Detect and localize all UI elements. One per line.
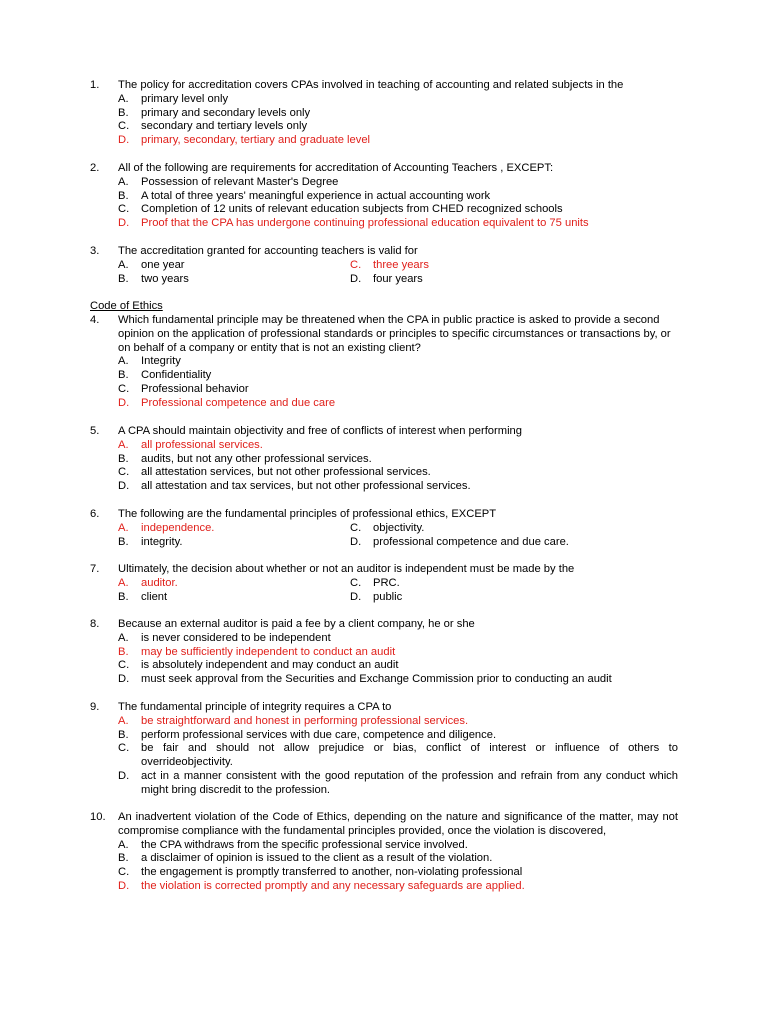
option-text: secondary and tertiary levels only [141, 120, 308, 133]
option-text: Professional competence and due care [141, 396, 336, 409]
option-text: Completion of 12 units of relevant education subjects from CHED recognized schools [141, 203, 563, 216]
question-number: 1. [90, 79, 100, 91]
option-d-answer [90, 397, 678, 411]
option-text: professional competence and due care. [373, 535, 569, 548]
option-letter: B. [118, 728, 129, 741]
option-c [90, 203, 678, 217]
option-row [90, 591, 678, 605]
option-letter: D. [350, 535, 362, 548]
option-letter: C. [350, 576, 362, 589]
option-letter: C. [118, 742, 130, 755]
option-letter: A. [118, 631, 129, 644]
option-text: Possession of relevant Master's Degree [141, 175, 339, 188]
option-letter: C. [118, 659, 130, 672]
option-letter: C. [118, 866, 130, 879]
option-d [90, 480, 678, 494]
option-letter: B. [118, 645, 129, 658]
question-number: 4. [90, 314, 100, 326]
option-c [90, 866, 678, 880]
option-text: two years [141, 272, 189, 285]
option-row [90, 273, 678, 287]
option-text-continued: overrideobjectivity. [141, 756, 233, 769]
option-text: public [373, 590, 403, 603]
question-1 [90, 79, 678, 148]
option-letter: A. [118, 175, 129, 188]
option-a [90, 839, 678, 853]
option-a [90, 355, 678, 369]
option-letter: C. [118, 382, 130, 395]
option-text: integrity. [141, 535, 183, 548]
question-number: 5. [90, 425, 100, 437]
option-letter: B. [118, 590, 129, 603]
option-text: the engagement is promptly transferred to another, non-violating professional [141, 866, 523, 879]
section-heading: Code of Ethics [90, 300, 163, 312]
option-text: all attestation services, but not other professional services. [141, 466, 431, 479]
option-d [90, 673, 678, 687]
option-text: primary and secondary levels only [141, 106, 311, 119]
question-5 [90, 425, 678, 494]
question-stem: An inadvertent violation of the Code of Ethics, depending on the nature and significance of the matter, may not [118, 811, 678, 823]
option-letter: B. [118, 189, 129, 202]
option-text: act in a manner consistent with the good reputation of the profession and refrain from any conduct which [141, 769, 678, 782]
option-letter: C. [118, 120, 130, 133]
option-c [90, 383, 678, 397]
option-b [90, 190, 678, 204]
option-letter: C. [118, 203, 130, 216]
question-6 [90, 508, 678, 549]
option-letter: A. [118, 355, 129, 368]
question-number: 3. [90, 245, 100, 257]
option-b [90, 453, 678, 467]
option-letter: A. [118, 714, 129, 727]
option-letter: D. [118, 673, 130, 686]
option-a [90, 176, 678, 190]
question-number: 8. [90, 618, 100, 630]
option-letter: B. [118, 852, 129, 865]
option-a-answer [90, 715, 678, 729]
question-number: 2. [90, 162, 100, 174]
option-c [90, 659, 678, 673]
option-row [90, 536, 678, 550]
option-letter: D. [350, 590, 362, 603]
option-letter: B. [118, 272, 129, 285]
option-text: Integrity [141, 355, 181, 368]
option-text: be fair and should not allow prejudice or bias, conflict of interest or influence of others to [141, 742, 678, 755]
option-c [90, 742, 678, 770]
option-letter: B. [118, 452, 129, 465]
option-letter: A. [118, 92, 129, 105]
option-letter: D. [118, 769, 130, 782]
option-text: all attestation and tax services, but not other professional services. [141, 480, 471, 493]
option-b [90, 852, 678, 866]
question-stem: Which fundamental principle may be threatened when the CPA in public practice is asked to provide a second opinion on the application of professional standards or principles to specific circumstances or transactions by, or on behalf of a company or entity that is not an existing client? [118, 314, 671, 354]
option-b [90, 729, 678, 743]
option-letter-answer: C. [350, 258, 362, 271]
option-text: A total of three years' meaningful experience in actual accounting work [141, 189, 491, 202]
option-text: is never considered to be independent [141, 631, 331, 644]
option-row [90, 259, 678, 273]
option-text: primary level only [141, 92, 229, 105]
option-letter: A. [118, 438, 129, 451]
option-text: Confidentiality [141, 369, 212, 382]
option-letter: D. [350, 272, 362, 285]
question-4 [90, 314, 678, 411]
question-3 [90, 245, 678, 286]
option-text: Professional behavior [141, 382, 249, 395]
option-text: primary, secondary, tertiary and graduate level [141, 134, 371, 147]
option-letter-answer: A. [118, 576, 129, 589]
option-text: the CPA withdraws from the specific professional service involved. [141, 838, 468, 851]
option-letter: D. [118, 217, 130, 230]
option-letter: A. [118, 258, 129, 271]
option-d-answer [90, 134, 678, 148]
option-b [90, 369, 678, 383]
option-text: a disclaimer of opinion is issued to the client as a result of the violation. [141, 852, 493, 865]
question-2 [90, 162, 678, 231]
option-text: be straightforward and honest in performing professional services. [141, 714, 469, 727]
question-stem: The fundamental principle of integrity requires a CPA to [118, 701, 392, 713]
option-text-answer: three years [373, 258, 429, 271]
option-text: audits, but not any other professional services. [141, 452, 372, 465]
option-text: four years [373, 272, 423, 285]
question-stem: All of the following are requirements for accreditation of Accounting Teachers , EXCEPT: [118, 162, 554, 174]
option-text: is absolutely independent and may conduct an audit [141, 659, 399, 672]
option-b-answer [90, 646, 678, 660]
question-stem: A CPA should maintain objectivity and free of conflicts of interest when performing [118, 425, 522, 437]
option-letter: C. [118, 466, 130, 479]
question-number: 6. [90, 508, 100, 520]
option-text: Proof that the CPA has undergone continuing professional education equivalent to 75 units [141, 217, 589, 230]
option-letter: B. [118, 106, 129, 119]
option-letter: B. [118, 369, 129, 382]
question-number: 7. [90, 563, 100, 575]
question-stem: The policy for accreditation covers CPAs involved in teaching of accounting and related subjects in the [118, 79, 624, 91]
option-text-continued: might bring discredit to the profession. [141, 783, 331, 796]
option-text: may be sufficiently independent to conduct an audit [141, 645, 396, 658]
option-row [90, 577, 678, 591]
option-a [90, 93, 678, 107]
option-letter-answer: A. [118, 521, 129, 534]
option-text: PRC. [373, 576, 400, 589]
option-row [90, 522, 678, 536]
question-8 [90, 618, 678, 687]
option-d-answer [90, 880, 678, 894]
option-text: must seek approval from the Securities and Exchange Commission prior to conducting an audit [141, 673, 612, 686]
question-7 [90, 563, 678, 604]
option-c [90, 120, 678, 134]
option-a-answer [90, 439, 678, 453]
option-letter: D. [118, 134, 130, 147]
question-stem: The accreditation granted for accounting teachers is valid for [118, 245, 418, 257]
question-number: 10. [90, 811, 106, 823]
option-c [90, 466, 678, 480]
option-letter: D. [118, 396, 130, 409]
option-text: objectivity. [373, 521, 425, 534]
option-d [90, 770, 678, 798]
option-text: perform professional services with due care, competence and diligence. [141, 728, 497, 741]
option-letter: D. [118, 480, 130, 493]
option-text: one year [141, 258, 185, 271]
question-9 [90, 701, 678, 798]
question-stem: The following are the fundamental principles of professional ethics, EXCEPT [118, 508, 497, 520]
question-stem-continued: compromise compliance with the fundamental principles provided, once the violation is discovered, [118, 824, 607, 837]
option-letter: C. [350, 521, 362, 534]
option-b [90, 107, 678, 121]
option-text: client [141, 590, 168, 603]
option-letter: A. [118, 838, 129, 851]
question-number: 9. [90, 701, 100, 713]
option-d-answer [90, 217, 678, 231]
option-text-answer: independence. [141, 521, 215, 534]
question-stem: Ultimately, the decision about whether or not an auditor is independent must be made by the [118, 563, 575, 575]
question-10 [90, 811, 678, 894]
option-letter: B. [118, 535, 129, 548]
option-text: all professional services. [141, 438, 263, 451]
option-a [90, 632, 678, 646]
option-text: the violation is corrected promptly and any necessary safeguards are applied. [141, 879, 525, 892]
option-text-answer: auditor. [141, 576, 178, 589]
question-stem: Because an external auditor is paid a fee by a client company, he or she [118, 618, 475, 630]
option-letter: D. [118, 879, 130, 892]
